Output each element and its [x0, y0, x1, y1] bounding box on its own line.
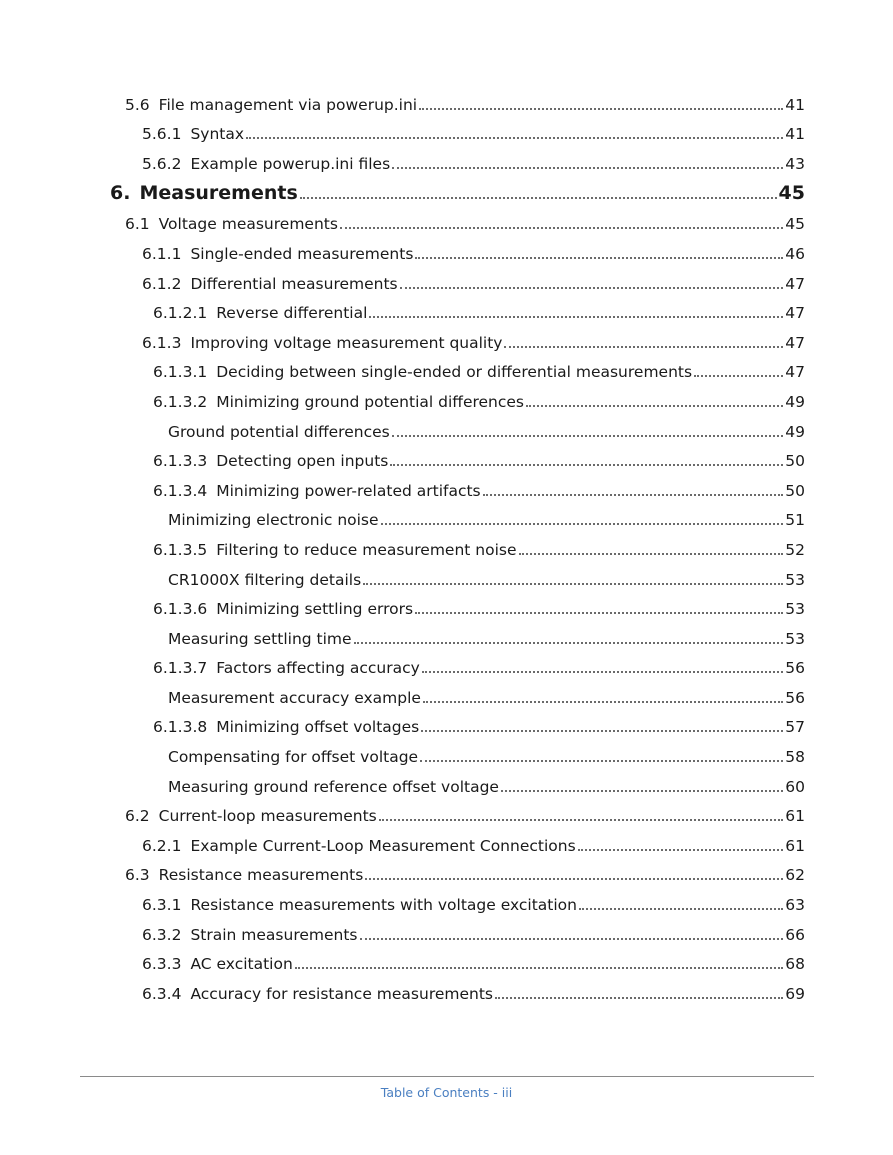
toc-entry-page-number: 68: [785, 955, 805, 974]
toc-entry[interactable]: [0, 385, 893, 415]
toc-entry-title: Compensating for offset voltage: [168, 748, 419, 767]
toc-entry-title: Syntax: [190, 125, 245, 144]
toc-entry-number: 5.6: [125, 95, 150, 114]
toc-entry-title: Resistance measurements with voltage excitation: [190, 896, 577, 915]
dot-leader: [246, 137, 783, 139]
toc-entry-title: AC excitation: [190, 955, 293, 974]
toc-entry-page-number: 47: [785, 363, 805, 382]
toc-entry-page-number: 43: [785, 154, 805, 173]
toc-entry[interactable]: [0, 740, 893, 770]
toc-entry-number: 6.3.2: [142, 925, 182, 944]
toc-entry-page-number: 62: [785, 866, 805, 885]
dot-leader: [495, 997, 783, 999]
toc-entry-title: Example Current-Loop Measurement Connections: [190, 836, 576, 855]
toc-entry[interactable]: [0, 711, 893, 741]
toc-entry-page-number: 41: [785, 95, 805, 114]
toc-entry-title: File management via powerup.ini: [158, 95, 418, 114]
toc-entry-page-number: 53: [785, 629, 805, 648]
toc-entry-number: 6.1.3.6: [153, 600, 208, 619]
dot-leader: [423, 701, 783, 703]
toc-entry-number: 6.2: [125, 807, 150, 826]
toc-entry-page-number: 61: [785, 807, 805, 826]
toc-entry-title: Measurement accuracy example: [168, 688, 421, 707]
toc-entry-title: CR1000X filtering details: [168, 570, 362, 589]
dot-leader: [340, 227, 783, 229]
toc-entry-title: Reverse differential: [216, 304, 368, 323]
toc-entry-page-number: 60: [785, 777, 805, 796]
toc-entry-number: 6.1.3.3: [153, 452, 208, 471]
dot-leader: [400, 287, 784, 289]
toc-entry-number: 6.: [110, 181, 131, 204]
toc-entry[interactable]: [0, 88, 893, 118]
toc-entry-page-number: 58: [785, 748, 805, 767]
toc-entry[interactable]: [0, 445, 893, 475]
toc-entry[interactable]: [0, 208, 893, 238]
dot-leader: [415, 612, 783, 614]
toc-entry-page-number: 69: [785, 984, 805, 1003]
dot-leader: [365, 878, 783, 880]
dot-leader: [379, 819, 784, 821]
toc-entry-title: Current-loop measurements: [158, 807, 377, 826]
dot-leader: [354, 642, 784, 644]
toc-entry-title: Differential measurements: [190, 274, 398, 293]
toc-entry-page-number: 46: [785, 244, 805, 263]
dot-leader: [578, 849, 784, 851]
toc-entry-number: 6.1: [125, 215, 150, 234]
toc-entry[interactable]: [0, 622, 893, 652]
toc-entry-number: 6.3.4: [142, 984, 182, 1003]
toc-entry-number: 6.1.3.7: [153, 659, 208, 678]
dot-leader: [369, 316, 783, 318]
toc-entry[interactable]: [0, 267, 893, 297]
dot-leader: [420, 760, 783, 762]
toc-entry-title: Accuracy for resistance measurements: [190, 984, 494, 1003]
toc-entry-title: Minimizing ground potential differences: [216, 392, 525, 411]
dot-leader: [694, 375, 783, 377]
toc-entry-page-number: 53: [785, 600, 805, 619]
toc-entry-title: Minimizing offset voltages: [216, 718, 420, 737]
dot-leader: [419, 108, 783, 110]
toc-entry-page-number: 50: [785, 481, 805, 500]
toc-entry-title: Example powerup.ini files: [190, 154, 391, 173]
toc-entry-number: 6.1.3.1: [153, 363, 208, 382]
toc-entry-page-number: 45: [778, 181, 805, 204]
toc-entry-page-number: 57: [785, 718, 805, 737]
toc-entry-page-number: 49: [785, 392, 805, 411]
toc-entry-page-number: 47: [785, 333, 805, 352]
toc-entry[interactable]: [0, 356, 893, 386]
dot-leader: [421, 730, 783, 732]
dot-leader: [526, 405, 783, 407]
toc-entry-page-number: 61: [785, 836, 805, 855]
toc-entry[interactable]: [0, 859, 893, 889]
toc-entry-number: 6.1.2.1: [153, 304, 208, 323]
toc-entry[interactable]: [0, 297, 893, 327]
toc-entry-title: Voltage measurements: [158, 215, 338, 234]
dot-leader: [504, 346, 783, 348]
toc-entry[interactable]: [0, 118, 893, 148]
toc-entry-title: Ground potential differences: [168, 422, 390, 441]
toc-entry-page-number: 47: [785, 274, 805, 293]
toc-entry-title: Measurements: [139, 181, 298, 204]
toc-entry-title: Single-ended measurements: [190, 244, 414, 263]
toc-entry-page-number: 41: [785, 125, 805, 144]
toc-entry-page-number: 53: [785, 570, 805, 589]
toc-entry-page-number: 56: [785, 659, 805, 678]
dot-leader: [390, 464, 783, 466]
footer-divider: [80, 1076, 814, 1077]
toc-entry[interactable]: [0, 533, 893, 563]
page-footer: Table of Contents - iii: [380, 1085, 513, 1100]
dot-leader: [363, 583, 783, 585]
toc-entry-title: Deciding between single-ended or differential measurements: [216, 363, 693, 382]
toc-entry[interactable]: [0, 563, 893, 593]
toc-entry-page-number: 52: [785, 540, 805, 559]
toc-entry-page-number: 51: [785, 511, 805, 530]
table-of-contents: [0, 88, 893, 1007]
toc-entry-number: 6.1.3.4: [153, 481, 208, 500]
toc-entry[interactable]: [0, 888, 893, 918]
toc-entry-number: 5.6.2: [142, 154, 182, 173]
toc-entry[interactable]: [0, 800, 893, 830]
toc-entry-title: Factors affecting accuracy: [216, 659, 420, 678]
toc-entry-title: Measuring settling time: [168, 629, 352, 648]
toc-entry[interactable]: [0, 681, 893, 711]
dot-leader: [300, 197, 777, 199]
toc-entry-number: 5.6.1: [142, 125, 182, 144]
toc-entry-title: Detecting open inputs: [216, 452, 389, 471]
toc-entry-number: 6.2.1: [142, 836, 182, 855]
dot-leader: [295, 967, 783, 969]
toc-entry-title: Minimizing settling errors: [216, 600, 414, 619]
toc-entry-number: 6.1.3.2: [153, 392, 208, 411]
toc-entry-page-number: 47: [785, 304, 805, 323]
toc-entry-page-number: 56: [785, 688, 805, 707]
toc-entry-page-number: 66: [785, 925, 805, 944]
toc-entry[interactable]: [0, 504, 893, 534]
toc-entry-page-number: 50: [785, 452, 805, 471]
toc-entry[interactable]: [0, 593, 893, 623]
toc-entry-number: 6.3: [125, 866, 150, 885]
toc-entry[interactable]: [0, 829, 893, 859]
toc-entry-title: Measuring ground reference offset voltage: [168, 777, 499, 796]
dot-leader: [501, 790, 783, 792]
dot-leader: [392, 435, 784, 437]
toc-entry-page-number: 49: [785, 422, 805, 441]
toc-entry[interactable]: [0, 237, 893, 267]
toc-entry-number: 6.1.3.5: [153, 540, 208, 559]
toc-entry-number: 6.3.1: [142, 896, 182, 915]
toc-entry[interactable]: [0, 415, 893, 445]
toc-entry-number: 6.1.2: [142, 274, 182, 293]
dot-leader: [579, 908, 783, 910]
toc-entry-page-number: 63: [785, 896, 805, 915]
toc-entry-number: 6.1.1: [142, 244, 182, 263]
toc-chapter-entry[interactable]: [0, 177, 893, 208]
toc-entry[interactable]: [0, 147, 893, 177]
toc-entry-title: Improving voltage measurement quality: [190, 333, 503, 352]
toc-entry[interactable]: [0, 652, 893, 682]
toc-entry[interactable]: [0, 474, 893, 504]
dot-leader: [392, 167, 783, 169]
dot-leader: [422, 671, 783, 673]
toc-entry-title: Resistance measurements: [158, 866, 364, 885]
toc-entry-title: Minimizing power-related artifacts: [216, 481, 481, 500]
toc-entry-title: Filtering to reduce measurement noise: [216, 540, 517, 559]
toc-entry-number: 6.1.3.8: [153, 718, 208, 737]
dot-leader: [415, 257, 783, 259]
toc-entry-number: 6.1.3: [142, 333, 182, 352]
toc-entry[interactable]: [0, 770, 893, 800]
dot-leader: [483, 494, 784, 496]
toc-entry-page-number: 45: [785, 215, 805, 234]
dot-leader: [360, 938, 784, 940]
toc-entry-title: Minimizing electronic noise: [168, 511, 379, 530]
toc-entry[interactable]: [0, 948, 893, 978]
toc-entry-title: Strain measurements: [190, 925, 358, 944]
toc-entry[interactable]: [0, 326, 893, 356]
dot-leader: [381, 523, 784, 525]
dot-leader: [519, 553, 784, 555]
toc-entry[interactable]: [0, 977, 893, 1007]
toc-entry-number: 6.3.3: [142, 955, 182, 974]
toc-entry[interactable]: [0, 918, 893, 948]
